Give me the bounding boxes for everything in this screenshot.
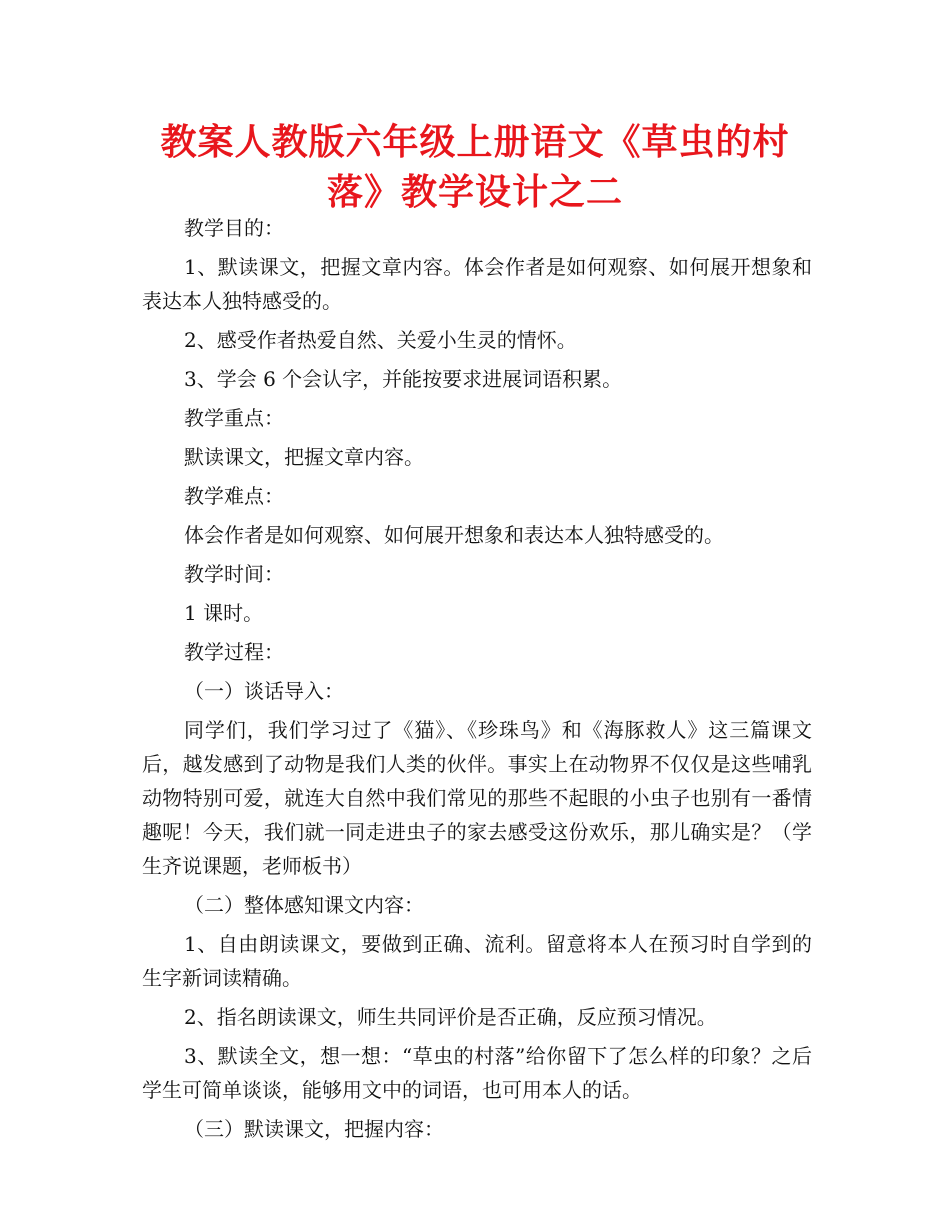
paragraph-section-3-heading: （三）默读课文，把握内容： [184,1117,444,1141]
paragraph-step-1: 1、自由朗读课文，要做到正确、流利。留意将本人在预习时自学到的生字新词读精确。 [142,932,812,990]
paragraph-step-3: 3、默读全文，想一想：“草虫的村落”给你留下了怎么样的印象？之后学生可简单谈谈，能够用文中的词语，也可用本人的话。 [142,1044,812,1102]
paragraph-introduction: 同学们，我们学习过了《猫》、《珍珠鸟》和《海豚救人》这三篇课文后，越发感到了动物是我们人类的伙伴。事实上在动物界不仅仅是这些哺乳动物特别可爱，就连大自然中我们常见的那些不起眼的小虫子也别有一番情趣呢！今天，我们就一同走进虫子的家去感受这份欢乐，那儿确实是？（学生齐说课题，老师板书） [142,718,812,878]
paragraph-step-2: 2、指名朗读课文，师生共同评价是否正确，反应预习情况。 [184,1005,717,1029]
paragraph-difficulties-heading: 教学难点： [184,484,284,508]
paragraph-time: 1 课时。 [184,601,264,625]
document-title [100,118,850,218]
paragraph-process-heading: 教学过程： [184,640,284,664]
title-line-1: 教案人教版六年级上册语文《草虫的村 [160,122,790,163]
title-line-2: 落》教学设计之二 [326,172,623,213]
paragraph-difficulties: 体会作者是如何观察、如何展开想象和表达本人独特感受的。 [184,523,724,547]
paragraph-goal-1: 1、默读课文，把握文章内容。体会作者是如何观察、如何展开想象和表达本人独特感受的。 [142,255,812,313]
paragraph-section-1-heading: （一）谈话导入： [184,679,344,703]
paragraph-teaching-goals-heading: 教学目的： [184,216,284,240]
paragraph-section-2-heading: （二）整体感知课文内容： [184,893,424,917]
paragraph-key-points: 默读课文，把握文章内容。 [184,445,424,469]
paragraph-goal-2: 2、感受作者热爱自然、关爱小生灵的情怀。 [184,328,577,352]
paragraph-time-heading: 教学时间： [184,562,284,586]
paragraph-key-points-heading: 教学重点： [184,406,284,430]
paragraph-goal-3: 3、学会 6 个会认字，并能按要求进展词语积累。 [184,367,623,391]
document-body [142,211,812,1146]
